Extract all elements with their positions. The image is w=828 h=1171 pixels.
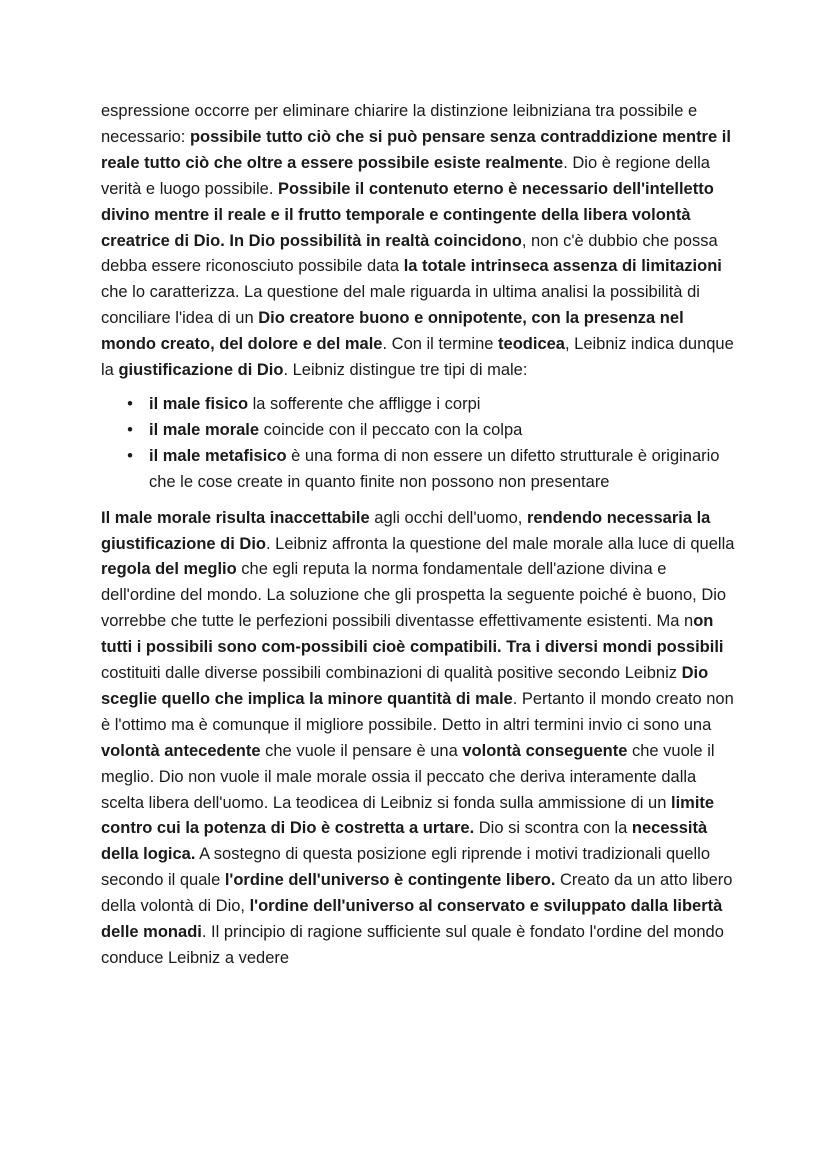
paragraph-intro (101, 99, 736, 384)
evil-types-list (101, 392, 736, 496)
bold-text-run: la totale intrinseca assenza di limitazioni (403, 257, 722, 276)
text-run: che egli reputa la norma fondamentale dell'azione divina e dell'ordine del mondo. La soluzione che gli prospetta la seguente poiché è buono, Dio vorrebbe che tutte le perfezioni possibili diventasse effettivamente esistenti. Ma n (101, 560, 727, 631)
bullet-icon: • (127, 446, 133, 465)
bold-text-run: on tutti i possibili sono com-possibili cioè compatibili. Tra i diversi mondi possibili (101, 612, 724, 657)
bold-text-run: volontà antecedente (101, 741, 261, 760)
text-run: . Leibniz distingue tre tipi di male: (283, 361, 528, 380)
bold-text-run: l'ordine dell'universo al conservato e sviluppato dalla libertà delle monadi (101, 897, 723, 942)
text-run: . Con il termine (382, 335, 499, 354)
bold-text-run: limite contro cui la potenza di Dio è costretta a urtare. (101, 793, 715, 838)
bold-text-run: teodicea (498, 335, 565, 354)
text-run: agli occhi dell'uomo, (369, 508, 527, 527)
bullet-icon: • (127, 420, 133, 439)
bold-text-run: il male morale (149, 420, 260, 439)
text-run: è una forma di non essere un difetto strutturale è originario che le cose create in quanto finite non possono non presentare (149, 446, 720, 491)
bold-text-run: rendendo necessaria la giustificazione di Dio (101, 508, 711, 553)
text-run: che lo caratterizza. La questione del male riguarda in ultima analisi la possibilità di conciliare l'idea di un (101, 283, 700, 328)
text-run: coincide con il peccato con la colpa (259, 420, 523, 439)
bold-text-run: Dio creatore buono e onnipotente, con la presenza nel mondo creato, del dolore e del male (101, 309, 684, 354)
bold-text-run: volontà conseguente (462, 741, 628, 760)
list-item (127, 392, 736, 418)
paragraph-moral-evil (101, 506, 736, 972)
bold-text-run: Il male morale risulta inaccettabile (101, 508, 370, 527)
bullet-icon: • (127, 394, 133, 413)
text-run: la sofferente che affligge i corpi (248, 394, 481, 413)
list-item (127, 444, 736, 496)
text-run: che vuole il meglio. Dio non vuole il male morale ossia il peccato che deriva interamente dalla scelta libera dell'uomo. La teodicea di Leibniz si fonda sulla ammissione di un (101, 741, 715, 812)
bold-text-run: Possibile il contenuto eterno è necessario dell'intelletto divino mentre il reale e il frutto temporale e contingente della libera volontà creatrice di Dio. In Dio possibilità in realtà coincidono (101, 179, 714, 250)
text-run: A sostegno di questa posizione egli riprende i motivi tradizionali quello secondo il quale (101, 845, 711, 890)
text-run: Creato da un atto libero della volontà di Dio, (101, 871, 733, 916)
bold-text-run: possibile tutto ciò che si può pensare senza contraddizione mentre il reale tutto ciò che oltre a essere possibile esiste realmente (101, 127, 731, 172)
bold-text-run: l'ordine dell'universo è contingente libero. (224, 871, 556, 890)
text-run: che vuole il pensare è una (260, 741, 463, 760)
bold-text-run: regola del meglio (101, 560, 237, 579)
text-run: , Leibniz indica dunque la (101, 335, 734, 380)
bold-text-run: giustificazione di Dio (118, 361, 284, 380)
text-run: . Pertanto il mondo creato non è l'ottimo ma è comunque il migliore possibile. Detto in altri termini invio ci sono una (101, 689, 734, 734)
text-run: Dio si scontra con la (474, 819, 632, 838)
text-run: . Leibniz affronta la questione del male morale alla luce di quella (266, 534, 735, 553)
text-run: . Il principio di ragione sufficiente sul quale è fondato l'ordine del mondo conduce Leibniz a vedere (101, 923, 724, 967)
bold-text-run: il male metafisico (149, 446, 287, 465)
bold-text-run: necessità della logica. (101, 819, 708, 864)
bold-text-run: Dio sceglie quello che implica la minore quantità di male (101, 664, 709, 708)
text-run: costituiti dalle diverse possibili combinazioni di qualità positive secondo Leibniz (101, 664, 682, 683)
bold-text-run: il male fisico (149, 394, 249, 413)
text-run: espressione occorre per eliminare chiarire la distinzione leibniziana tra possibile e necessario: (101, 102, 698, 146)
text-run: , non c'è dubbio che possa debba essere riconosciuto possibile data (101, 231, 718, 276)
text-run: . Dio è regione della verità e luogo possibile. (101, 153, 710, 198)
list-item (127, 418, 736, 444)
